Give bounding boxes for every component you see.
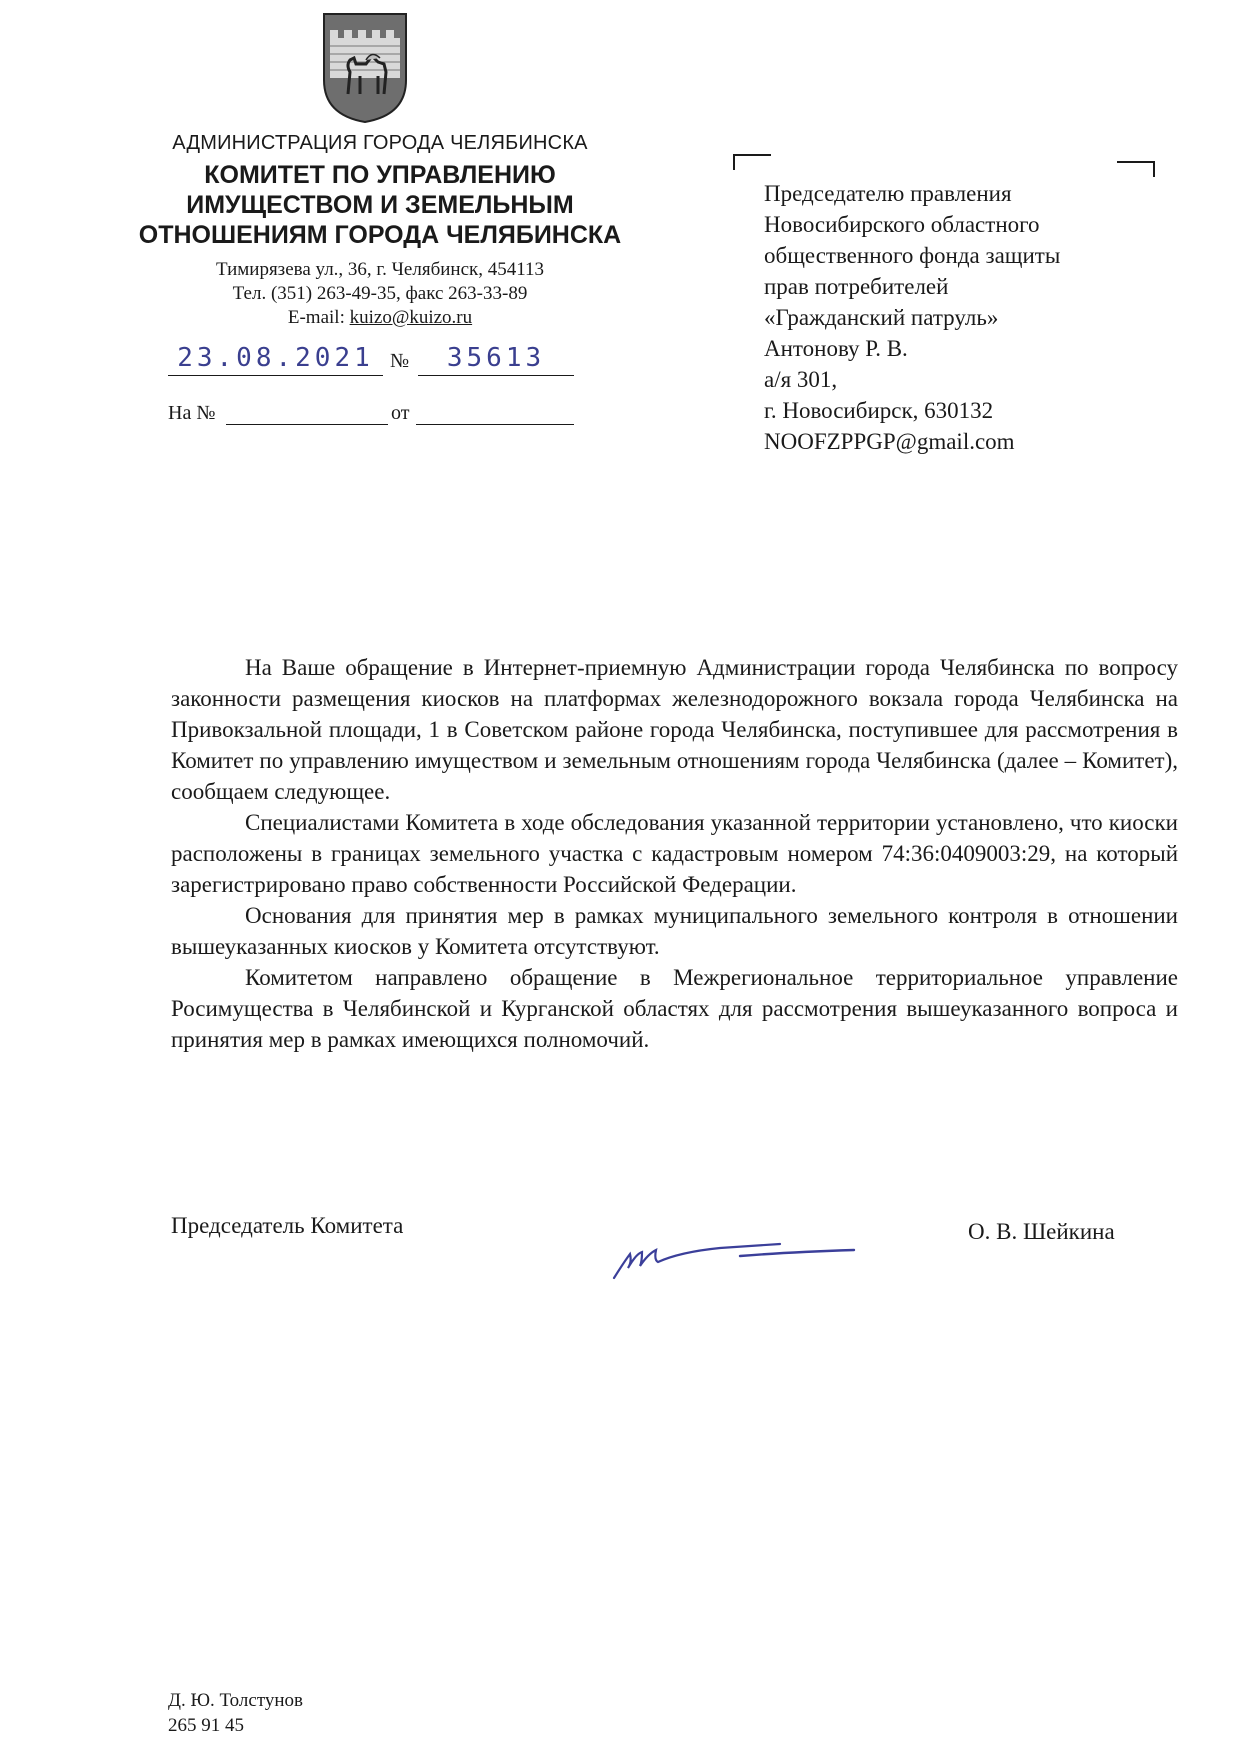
addressee-line: «Гражданский патруль»: [764, 305, 999, 330]
administration-name: АДМИНИСТРАЦИЯ ГОРОДА ЧЕЛЯБИНСКА: [172, 132, 588, 154]
body-paragraph: На Ваше обращение в Интернет-приемную Администрации города Челябинска по вопросу законности размещения киосков на платформах железнодорожного вокзала города Челябинска на Привокзальной площади, 1 в Советском районе города Челябинска, поступившее для рассмотрения в Комитет по управлению имуществом и земельным отношениям города Челябинска (далее – Комитет), сообщаем следующее.: [171, 655, 1178, 804]
city-coat-of-arms-icon: [320, 10, 410, 125]
registration-number-field: [418, 341, 574, 376]
addressee-block: [764, 178, 1204, 457]
addressee-line: г. Новосибирск, 630132: [764, 398, 994, 423]
executor-name: Д. Ю. Толстунов: [168, 1690, 304, 1711]
addressee-email: NOOFZPPGP@gmail.com: [764, 429, 1015, 454]
reply-to-number-line: [226, 424, 388, 425]
reply-from-date-line: [416, 424, 574, 425]
addressee-line: Новосибирского областного: [764, 212, 1040, 237]
reply-from-label: от: [391, 402, 410, 424]
committee-contacts: [130, 258, 630, 330]
addressee-line: Председателю правления: [764, 181, 1012, 206]
executor-phone: 265 91 45: [168, 1715, 244, 1736]
email-line: E-mail: kuizo@kuizo.ru: [287, 307, 473, 328]
reply-to-label: На №: [168, 402, 216, 424]
letter-body: [171, 652, 1178, 1055]
signatory-title: Председатель Комитета: [171, 1213, 404, 1238]
addressee-line: общественного фонда защиты: [764, 243, 1061, 268]
executor-block: [168, 1688, 303, 1738]
address-corner-left: [733, 154, 771, 170]
addressee-line: Антонову Р. В.: [764, 336, 908, 361]
addressee-line: прав потребителей: [764, 274, 949, 299]
address-corner-right: [1117, 161, 1155, 177]
registration-date-stamp: 23.08.2021: [177, 343, 374, 373]
body-paragraph: Основания для принятия мер в рамках муниципального земельного контроля в отношении вышеуказанных киосков у Комитета отсутствуют.: [171, 903, 1178, 959]
body-paragraph: Комитетом направлено обращение в Межрегиональное территориальное управление Росимущества в Челябинской и Курганской областях для рассмотрения вышеуказанного вопроса и принятия мер в рамках имеющихся полномочий.: [171, 965, 1178, 1052]
addressee-line: а/я 301,: [764, 367, 838, 392]
registration-number-label: №: [390, 350, 410, 372]
signatory-name: О. В. Шейкина: [968, 1219, 1115, 1244]
committee-name: КОМИТЕТ ПО УПРАВЛЕНИЮ ИМУЩЕСТВОМ И ЗЕМЕЛЬНЫМ ОТНОШЕНИЯМ ГОРОДА ЧЕЛЯБИНСКА: [138, 161, 622, 249]
body-paragraph: Специалистами Комитета в ходе обследования указанной территории установлено, что киоски расположены в границах земельного участка с кадастровым номером 74:36:0409003:29, на который зарегистрировано право собственности Российской Федерации.: [171, 810, 1178, 897]
email-link[interactable]: kuizo@kuizo.ru: [349, 307, 473, 328]
phone-fax: Тел. (351) 263-49-35, факс 263-33-89: [232, 283, 528, 304]
registration-number-stamp: 35613: [446, 343, 546, 373]
registration-date-field: [168, 341, 383, 376]
postal-address: Тимирязева ул., 36, г. Челябинск, 454113: [215, 259, 545, 280]
handwritten-signature: [610, 1232, 860, 1282]
